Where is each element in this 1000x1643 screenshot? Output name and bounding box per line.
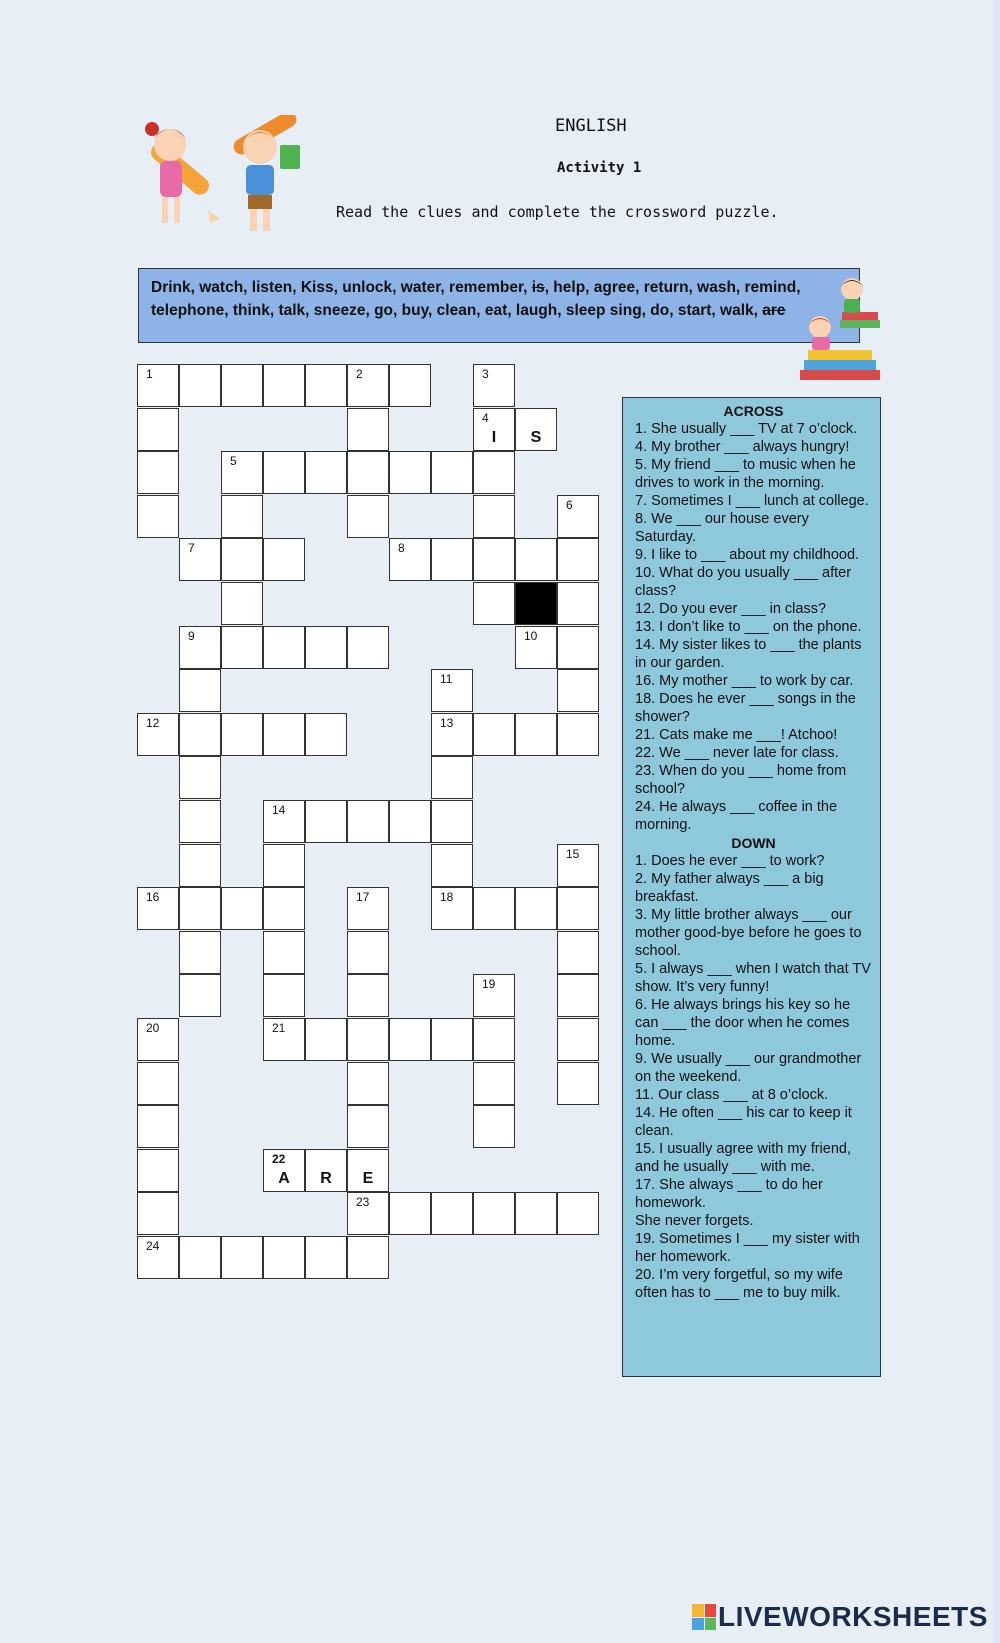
word-bank-part-1: Drink, watch, listen, Kiss, unlock, water, remember, <box>151 279 532 296</box>
crossword-cell[interactable] <box>263 1018 305 1061</box>
instructions-text: Read the clues and complete the crossword puzzle. <box>336 203 779 221</box>
crossword-cell[interactable] <box>431 1018 473 1061</box>
word-bank-text <box>151 276 847 322</box>
crossword-cell[interactable] <box>557 713 599 756</box>
crossword-cell[interactable] <box>389 364 431 407</box>
crossword-cell[interactable] <box>305 1236 347 1279</box>
crossword-cell[interactable] <box>263 844 305 887</box>
crossword-cell <box>263 1149 305 1192</box>
crossword-cell[interactable] <box>221 626 263 669</box>
crossword-cell[interactable] <box>305 626 347 669</box>
page-title: ENGLISH <box>555 116 627 136</box>
across-clue: 8. We ___ our house every Saturday. <box>635 511 809 545</box>
crossword-cell[interactable] <box>389 1018 431 1061</box>
clue-number: 23 <box>356 1195 370 1210</box>
crossword-cell[interactable] <box>515 626 557 669</box>
crossword-cell[interactable] <box>347 1062 389 1105</box>
word-bank-struck-are: are <box>762 302 786 319</box>
crossword-cell[interactable] <box>557 626 599 669</box>
clue-number: 4 <box>482 410 489 425</box>
clue-number: 14 <box>272 803 286 817</box>
clue-number: 11 <box>440 672 453 687</box>
crossword-cell[interactable] <box>347 1105 389 1148</box>
clue-number: 17 <box>356 890 370 905</box>
crossword-cell[interactable] <box>389 800 431 843</box>
crossword-cell[interactable] <box>221 582 263 625</box>
crossword-cell[interactable] <box>179 1236 221 1279</box>
crossword-cell[interactable] <box>137 408 179 451</box>
across-clue: 12. Do you ever ___ in class? <box>635 601 827 617</box>
crossword-cell[interactable] <box>473 495 515 538</box>
crossword-cell[interactable] <box>557 931 599 974</box>
across-clue: 16. My mother ___ to work by car. <box>635 673 854 689</box>
crossword-cell[interactable] <box>137 1192 179 1235</box>
crossword-cell[interactable] <box>137 887 179 930</box>
crossword-cell[interactable] <box>431 756 473 799</box>
crossword-cell[interactable] <box>179 931 221 974</box>
clue-number: 24 <box>146 1239 160 1253</box>
crossword-cell[interactable] <box>263 887 305 930</box>
crossword-cell[interactable] <box>557 1192 599 1235</box>
crossword-cell[interactable] <box>263 974 305 1017</box>
crossword-cell[interactable] <box>221 364 263 407</box>
across-clue: 13. I don’t like to ___ on the phone. <box>635 619 862 635</box>
crossword-cell[interactable] <box>473 974 515 1017</box>
across-clue: 18. Does he ever ___ songs in the shower? <box>635 691 856 725</box>
word-bank-struck-is: is <box>531 279 545 296</box>
crossword-cell[interactable] <box>473 582 515 625</box>
crossword-cell[interactable] <box>263 1236 305 1279</box>
clue-number: 8 <box>398 541 405 556</box>
down-clue: She never forgets. <box>635 1213 754 1229</box>
crossword-cell[interactable] <box>473 713 515 756</box>
crossword-cell[interactable] <box>557 538 599 581</box>
crossword-cell[interactable] <box>137 1018 179 1061</box>
crossword-cell[interactable] <box>347 451 389 494</box>
down-clue: 17. She always ___ to do her homework. <box>635 1177 823 1211</box>
clue-number: 2 <box>356 367 363 381</box>
prefilled-letter: I <box>491 428 497 446</box>
crossword-cell[interactable] <box>515 713 557 756</box>
crossword-cell[interactable] <box>347 1192 389 1235</box>
crossword-cell[interactable] <box>221 495 263 538</box>
crossword-cell[interactable] <box>347 887 389 930</box>
clue-number: 1 <box>146 367 153 381</box>
prefilled-letter: A <box>278 1169 290 1187</box>
crossword-cell[interactable] <box>137 1149 179 1192</box>
prefilled-letter: S <box>530 428 542 446</box>
crossword-cell[interactable] <box>179 756 221 799</box>
down-clue: 6. He always brings his key so he can ___ the door when he comes home. <box>635 997 851 1049</box>
across-clue: 24. He always ___ coffee in the morning. <box>635 799 838 833</box>
across-clue: 7. Sometimes I ___ lunch at college. <box>635 493 869 509</box>
across-clue: 4. My brother ___ always hungry! <box>635 439 850 455</box>
crossword-cell[interactable] <box>347 626 389 669</box>
crossword-cell[interactable] <box>221 713 263 756</box>
across-clue: 1. She usually ___ TV at 7 o’clock. <box>635 421 858 437</box>
prefilled-letter: E <box>362 1169 374 1187</box>
crossword-cell[interactable] <box>179 713 221 756</box>
crossword-cell[interactable] <box>347 931 389 974</box>
crossword-cell[interactable] <box>431 1192 473 1235</box>
down-clue: 2. My father always ___ a big breakfast. <box>635 871 824 905</box>
crossword-cell[interactable] <box>431 669 473 712</box>
word-bank-part-2: , help, agree, return, wash, remind, telephone, think, talk, sneeze, go, buy, clean, eat, laugh, sleep sing, do, start, walk, <box>151 279 801 319</box>
down-clue: 3. My little brother always ___ our mother good-bye before he goes to school. <box>635 907 862 959</box>
crossword-cell[interactable] <box>347 974 389 1017</box>
crossword-cell[interactable] <box>221 451 263 494</box>
crossword-cell[interactable] <box>179 974 221 1017</box>
crossword-cell[interactable] <box>473 1192 515 1235</box>
across-clue: 22. We ___ never late for class. <box>635 745 839 761</box>
clue-number: 12 <box>146 715 160 730</box>
down-clues-list <box>635 852 872 1302</box>
word-bank-box <box>138 268 860 343</box>
clues-box <box>622 397 881 1377</box>
clue-number: 21 <box>272 1021 286 1035</box>
crossword-cell[interactable] <box>347 408 389 451</box>
across-heading: ACROSS <box>723 403 784 419</box>
crossword-cell[interactable] <box>473 364 515 407</box>
crossword-cell[interactable] <box>389 1192 431 1235</box>
crossword-cell[interactable] <box>179 887 221 930</box>
crossword-cell[interactable] <box>179 800 221 843</box>
crossword-cell[interactable] <box>431 538 473 581</box>
crossword-cell[interactable] <box>431 844 473 887</box>
crossword-cell[interactable] <box>137 1062 179 1105</box>
crossword-cell[interactable] <box>305 1018 347 1061</box>
crossword-cell[interactable] <box>473 538 515 581</box>
across-clue: 14. My sister likes to ___ the plants in our garden. <box>635 637 862 671</box>
crossword-cell[interactable] <box>557 974 599 1017</box>
crossword-cell <box>305 1149 347 1192</box>
crossword-cell <box>473 408 515 451</box>
crossword-cell[interactable] <box>263 713 305 756</box>
crossword-cell[interactable] <box>347 1018 389 1061</box>
clue-number: 3 <box>482 367 489 381</box>
crossword-cell[interactable] <box>221 538 263 581</box>
down-clue: 11. Our class ___ at 8 o’clock. <box>635 1087 829 1103</box>
crossword-cell[interactable] <box>137 1105 179 1148</box>
crossword-cell[interactable] <box>179 364 221 407</box>
across-clue: 21. Cats make me ___! Atchoo! <box>635 727 838 743</box>
down-clue: 15. I usually agree with my friend, and he usually ___ with me. <box>635 1141 851 1175</box>
prefilled-letter: R <box>320 1169 332 1187</box>
crossword-cell[interactable] <box>221 887 263 930</box>
crossword-cell[interactable] <box>263 364 305 407</box>
crossword-cell[interactable] <box>431 451 473 494</box>
crossword-cell[interactable] <box>179 626 221 669</box>
crossword-cell[interactable] <box>179 669 221 712</box>
crossword-cell[interactable] <box>557 495 599 538</box>
clue-number: 5 <box>230 454 237 469</box>
crossword-cell[interactable] <box>557 1062 599 1105</box>
crossword-cell[interactable] <box>389 451 431 494</box>
crossword-cell[interactable] <box>305 800 347 843</box>
crossword-cell[interactable] <box>515 538 557 581</box>
down-heading: DOWN <box>731 835 776 851</box>
crossword-cell[interactable] <box>347 364 389 407</box>
crossword-cell[interactable] <box>179 844 221 887</box>
crossword-cell[interactable] <box>557 669 599 712</box>
crossword-cell[interactable] <box>137 495 179 538</box>
down-clue: 9. We usually ___ our grandmother on the weekend. <box>635 1051 862 1085</box>
crossword-cell[interactable] <box>515 887 557 930</box>
crossword-cell[interactable] <box>137 1236 179 1279</box>
crossword-cell[interactable] <box>263 538 305 581</box>
crossword-cell[interactable] <box>221 1236 263 1279</box>
activity-subtitle: Activity 1 <box>557 160 642 176</box>
across-clue: 23. When do you ___ home from school? <box>635 763 847 797</box>
kids-reading-books-illustration <box>790 275 890 395</box>
crossword-cell[interactable] <box>473 887 515 930</box>
crossword-cell[interactable] <box>515 1192 557 1235</box>
crossword-cell[interactable] <box>263 931 305 974</box>
clue-number: 7 <box>188 541 195 556</box>
down-clue: 20. I’m very forgetful, so my wife often has to ___ me to buy milk. <box>635 1267 843 1301</box>
across-clue: 10. What do you usually ___ after class? <box>635 565 852 599</box>
crossword-cell[interactable] <box>179 538 221 581</box>
clue-number: 16 <box>146 890 160 905</box>
clue-number: 19 <box>482 977 496 992</box>
footer-brand <box>692 1601 988 1633</box>
crossword-cell[interactable] <box>431 800 473 843</box>
across-clues-list <box>635 420 872 834</box>
crossword-cell[interactable] <box>305 364 347 407</box>
across-clue: 5. My friend ___ to music when he drives to work in the morning. <box>635 457 856 491</box>
crossword-cell[interactable] <box>389 538 431 581</box>
down-clue: 19. Sometimes I ___ my sister with her homework. <box>635 1231 860 1265</box>
crossword-cell[interactable] <box>557 844 599 887</box>
crossword-cell[interactable] <box>431 713 473 756</box>
crossword-cell[interactable] <box>137 451 179 494</box>
crossword-cell[interactable] <box>137 364 179 407</box>
crossword-cell[interactable] <box>347 495 389 538</box>
clue-number: 15 <box>566 846 580 861</box>
clue-number: 13 <box>440 715 454 730</box>
liveworksheets-logo-icon <box>692 1604 716 1630</box>
crossword-cell[interactable] <box>473 1105 515 1148</box>
crossword-cell[interactable] <box>557 582 599 625</box>
crossword-cell[interactable] <box>473 1018 515 1061</box>
crossword-cell[interactable] <box>137 713 179 756</box>
crossword-cell[interactable] <box>473 451 515 494</box>
across-clue: 9. I like to ___ about my childhood. <box>635 547 860 563</box>
clue-number: 9 <box>188 628 195 643</box>
clue-number: 10 <box>524 628 538 643</box>
crossword-cell[interactable] <box>473 1062 515 1105</box>
crossword-cell[interactable] <box>347 800 389 843</box>
crossword-cell[interactable] <box>557 887 599 930</box>
kids-with-pencils-illustration <box>140 115 320 245</box>
down-clue: 14. He often ___ his car to keep it clean. <box>635 1105 852 1139</box>
crossword-cell <box>515 408 557 451</box>
crossword-black-cell <box>515 582 557 625</box>
down-clue: 1. Does he ever ___ to work? <box>635 853 825 869</box>
crossword-cell[interactable] <box>347 1236 389 1279</box>
crossword-cell[interactable] <box>557 1018 599 1061</box>
down-clue: 5. I always ___ when I watch that TV show. It’s very funny! <box>635 961 871 995</box>
crossword-cell[interactable] <box>305 713 347 756</box>
clue-number: 20 <box>146 1021 160 1035</box>
crossword-cell[interactable] <box>305 451 347 494</box>
footer-brand-text: LIVEWORKSHEETS <box>718 1601 988 1632</box>
crossword-cell[interactable] <box>263 800 305 843</box>
crossword-cell[interactable] <box>431 887 473 930</box>
clue-number: 6 <box>566 497 573 512</box>
clue-number: 22 <box>272 1151 286 1166</box>
crossword-cell <box>347 1149 389 1192</box>
crossword-cell[interactable] <box>263 451 305 494</box>
crossword-cell[interactable] <box>263 626 305 669</box>
clue-number: 18 <box>440 890 454 905</box>
